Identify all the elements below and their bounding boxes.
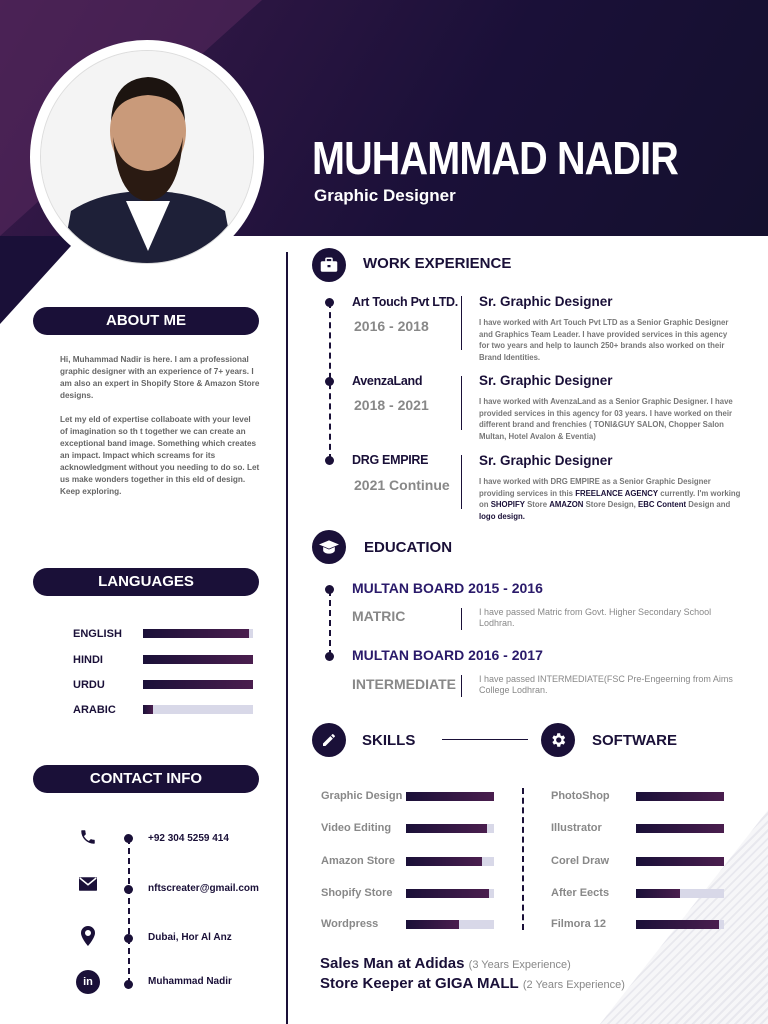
mail-icon [78, 877, 98, 897]
work-description: I have worked with Art Touch Pvt LTD as a Senior Graphic Designer and Graphics Team Leader. I have provided services in this agency for two years and help to launch 250+ brands also worked on their Brand Identities. [479, 318, 729, 362]
work-description: I have worked with AvenzaLand as a Senior Graphic Designer. I have provided services in this agency for 03 years. I have worked on their different brand and frenchies ( TONI&GUY SALON, Chopper Salon Multan, Hotel Avalon & Eventia) [479, 397, 733, 441]
software-bar [636, 792, 724, 801]
skill-label: Amazon Store [321, 855, 395, 867]
desc-emph: logo design. [479, 511, 525, 521]
desc-part: currently. I'm working on [479, 488, 741, 509]
education-level: MATRIC [352, 608, 406, 624]
pencil-icon [312, 723, 346, 757]
timeline-dot [325, 652, 334, 661]
role-title: Sr. Graphic Designer [479, 453, 613, 468]
skill-label: Shopify Store [321, 887, 393, 899]
skill-bar [406, 792, 494, 801]
heading-connector [442, 739, 528, 740]
email-address[interactable]: nftscreater@gmail.com [148, 883, 259, 894]
decorative-pattern [600, 810, 768, 1024]
timeline-dot [325, 456, 334, 465]
extra-experience [320, 975, 625, 992]
skills-heading: SKILLS [362, 732, 416, 749]
software-bar [636, 857, 724, 866]
job-title: Graphic Designer [314, 186, 456, 205]
timeline-dot [325, 585, 334, 594]
about-paragraph-2: Let my eld of expertise collaboate with your level of imagination so th t together we can create an exceptional band image. Something which creates an impact. Impact which screams for its acknowledgment without you needing to do so. Let us make wonders together in this eld of design. Keep exploring. [60, 415, 260, 496]
software-label: PhotoShop [551, 790, 610, 802]
role-title: Sr. Graphic Designer [479, 373, 613, 388]
location-text: Dubai, Hor Al Anz [148, 932, 232, 943]
software-label: Corel Draw [551, 855, 610, 867]
language-label: ARABIC [73, 704, 116, 716]
software-label: Filmora 12 [551, 918, 607, 930]
timeline-dot [325, 377, 334, 386]
desc-part: Design and [686, 500, 731, 509]
role-title: Sr. Graphic Designer [479, 294, 613, 309]
education-board: MULTAN BOARD 2015 - 2016 [352, 580, 543, 596]
software-bar [636, 920, 724, 929]
timeline-dot [124, 834, 133, 843]
about-paragraph-1: Hi, Muhammad Nadir is here. I am a professional graphic designer with an experience of 7+ years. I am also an expert in Shopify Store & Amazon Store designs. [60, 355, 260, 400]
education-level: INTERMEDIATE [352, 676, 456, 692]
education-timeline [329, 590, 331, 656]
work-heading: WORK EXPERIENCE [363, 255, 512, 272]
graduation-cap-icon [312, 530, 346, 564]
extra-role: Sales Man at Adidas [320, 955, 465, 972]
briefcase-icon [312, 248, 346, 282]
contact-timeline [128, 838, 130, 984]
location-pin-icon [78, 926, 98, 946]
company-name: Art Touch Pvt LTD. [352, 295, 458, 309]
desc-part: Store [524, 500, 550, 509]
phone-icon [78, 828, 98, 848]
skill-label: Video Editing [321, 822, 392, 834]
extra-role: Store Keeper at GIGA MALL [320, 975, 519, 992]
desc-emph: FREELANCE AGENCY [575, 488, 659, 498]
about-text [60, 354, 260, 498]
software-label: After Eects [551, 887, 610, 899]
linkedin-icon: in [76, 970, 100, 994]
skill-label: Wordpress [321, 918, 379, 930]
separator [461, 455, 462, 509]
work-description [479, 476, 745, 522]
skill-label: Graphic Design [321, 790, 403, 802]
profile-photo [40, 50, 254, 264]
about-heading: ABOUT ME [33, 307, 259, 335]
company-name: DRG EMPIRE [352, 453, 429, 467]
column-divider [286, 252, 288, 1024]
software-label: Illustrator [551, 822, 602, 834]
extra-experience [320, 955, 571, 972]
candidate-name: MUHAMMAD NADIR [312, 132, 678, 184]
skill-bar [406, 824, 494, 833]
separator [461, 296, 462, 350]
separator [461, 608, 462, 630]
desc-emph: SHOPIFY [490, 500, 525, 509]
language-label: ENGLISH [73, 628, 122, 640]
language-bar [143, 655, 253, 664]
timeline-dot [325, 298, 334, 307]
software-bar [636, 889, 724, 898]
software-heading: SOFTWARE [592, 732, 677, 749]
language-label: URDU [73, 679, 105, 691]
phone-number[interactable]: +92 304 5259 414 [148, 833, 229, 844]
skills-divider [522, 788, 524, 930]
software-bar [636, 824, 724, 833]
desc-emph: AMAZON [549, 500, 584, 509]
language-bar [143, 705, 253, 714]
timeline-dot [124, 980, 133, 989]
gear-icon [541, 723, 575, 757]
contact-heading: CONTACT INFO [33, 765, 259, 793]
work-years: 2021 Continue [354, 477, 450, 493]
education-description: I have passed Matric from Govt. Higher Secondary School Lodhran. [479, 607, 712, 628]
languages-heading: LANGUAGES [33, 568, 259, 596]
education-board: MULTAN BOARD 2016 - 2017 [352, 647, 543, 663]
separator [461, 376, 462, 430]
desc-emph: EBC Content [638, 500, 687, 509]
skill-bar [406, 889, 494, 898]
extra-duration: (2 Years Experience) [522, 979, 625, 991]
linkedin-name[interactable]: Muhammad Nadir [148, 976, 232, 987]
extra-duration: (3 Years Experience) [468, 959, 571, 971]
company-name: AvenzaLand [352, 374, 423, 388]
language-label: HINDI [73, 654, 103, 666]
education-description: I have passed INTERMEDIATE(FSC Pre-Engeerning from Aims College Lodhran. [479, 674, 733, 695]
timeline-dot [124, 885, 133, 894]
work-years: 2018 - 2021 [354, 397, 429, 413]
education-heading: EDUCATION [364, 539, 453, 556]
language-bar [143, 629, 253, 638]
desc-part: I have worked with DRG EMPIRE as a Senior Graphic Designer providing services in this [479, 477, 711, 498]
language-bar [143, 680, 253, 689]
work-years: 2016 - 2018 [354, 318, 429, 334]
skill-bar [406, 920, 494, 929]
separator [461, 675, 462, 697]
timeline-dot [124, 934, 133, 943]
desc-part: Store Design, [583, 500, 639, 509]
skill-bar [406, 857, 494, 866]
